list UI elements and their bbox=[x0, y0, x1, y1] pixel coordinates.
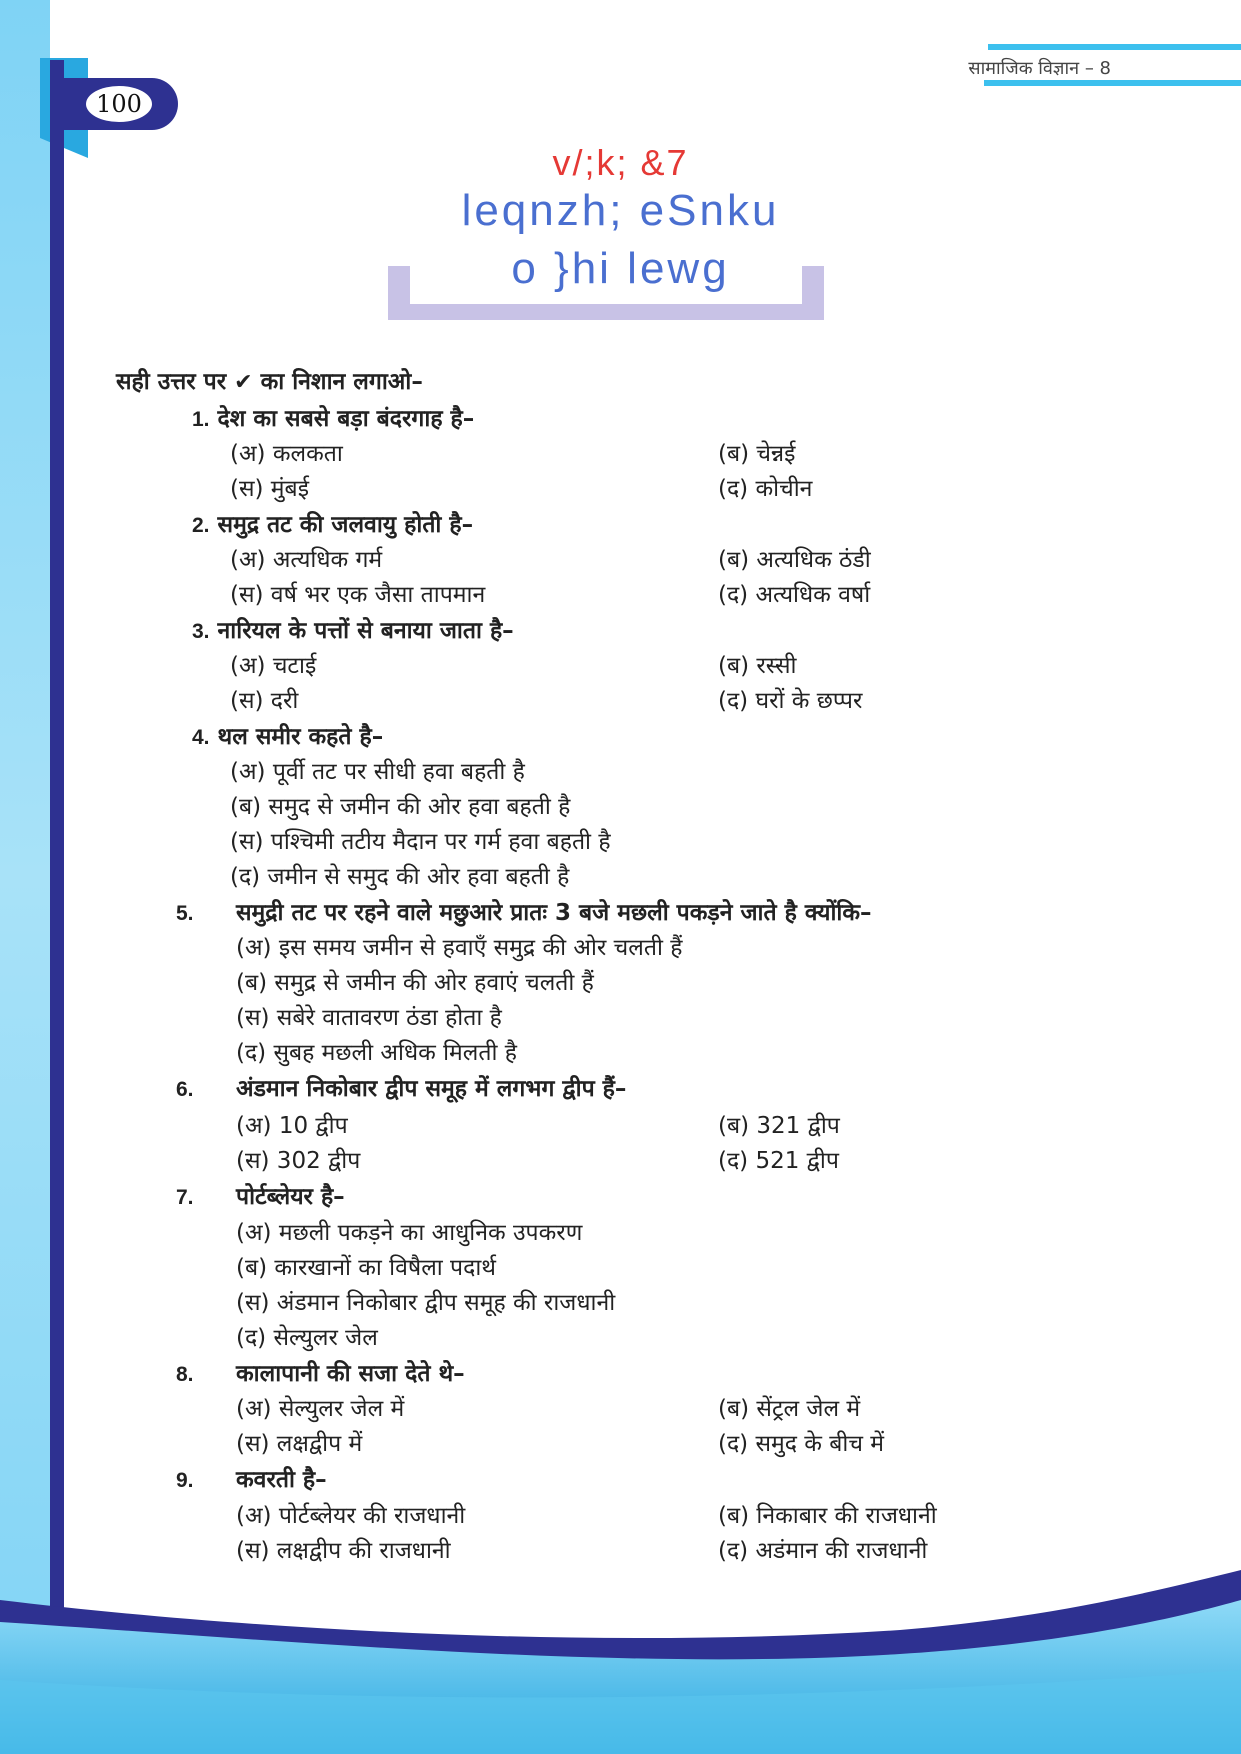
option-a: (अ) चटाई bbox=[230, 653, 317, 679]
question-number: 4. bbox=[192, 726, 210, 749]
question-number: 7. bbox=[176, 1186, 194, 1209]
option-c: (स) लक्षद्वीप की राजधानी bbox=[236, 1538, 451, 1564]
instruction-text-before: सही उत्तर पर bbox=[116, 369, 227, 395]
question-2 bbox=[192, 510, 473, 541]
question-text: पोर्टब्लेयर है– bbox=[236, 1184, 345, 1210]
running-header: सामाजिक विज्ञान – 8 bbox=[968, 58, 1111, 79]
instruction bbox=[116, 367, 423, 398]
option-b: (ब) सेंट्रल जेल में bbox=[718, 1396, 861, 1422]
option-c: (स) 302 द्वीप bbox=[236, 1148, 361, 1174]
question-1 bbox=[192, 404, 474, 435]
option-b: (ब) समुद्र से जमीन की ओर हवाएं चलती हैं bbox=[236, 970, 594, 996]
option-c: (स) सबेरे वातावरण ठंडा होता है bbox=[236, 1005, 502, 1031]
chapter-title-line1: leqnzh; eSnku bbox=[461, 186, 780, 235]
option-a: (अ) पूर्वी तट पर सीधी हवा बहती है bbox=[230, 759, 525, 785]
question-number: 9. bbox=[176, 1469, 194, 1492]
question-6 bbox=[176, 1074, 626, 1105]
question-text: देश का सबसे बड़ा बंदरगाह है– bbox=[217, 406, 475, 432]
option-d: (द) 521 द्वीप bbox=[718, 1148, 839, 1174]
left-margin-rule bbox=[50, 60, 64, 1620]
option-a: (अ) सेल्युलर जेल में bbox=[236, 1396, 405, 1422]
question-number: 5. bbox=[176, 902, 194, 925]
question-text: नारियल के पत्तों से बनाया जाता है– bbox=[217, 618, 514, 644]
option-b: (ब) कारखानों का विषैला पदार्थ bbox=[236, 1255, 496, 1281]
option-b: (ब) रस्सी bbox=[718, 653, 797, 679]
question-text: थल समीर कहते है– bbox=[217, 724, 384, 750]
option-b: (ब) निकाबार की राजधानी bbox=[718, 1503, 937, 1529]
option-c: (स) लक्षद्वीप में bbox=[236, 1431, 363, 1457]
question-number: 6. bbox=[176, 1078, 194, 1101]
question-8 bbox=[176, 1359, 465, 1390]
question-number: 8. bbox=[176, 1363, 194, 1386]
question-text: समुद्र तट की जलवायु होती है– bbox=[217, 512, 474, 538]
question-number: 2. bbox=[192, 514, 210, 537]
option-a: (अ) अत्यधिक गर्म bbox=[230, 547, 383, 573]
question-4 bbox=[192, 722, 383, 753]
question-3 bbox=[192, 616, 514, 647]
question-7 bbox=[176, 1182, 345, 1213]
page-number: 100 bbox=[86, 86, 152, 122]
option-a: (अ) 10 द्वीप bbox=[236, 1113, 348, 1139]
option-a: (अ) कलकता bbox=[230, 441, 343, 467]
option-b: (ब) चेन्नई bbox=[718, 441, 796, 467]
option-d: (द) अडंमान की राजधानी bbox=[718, 1538, 928, 1564]
option-a: (अ) इस समय जमीन से हवाएँ समुद्र की ओर चलती हैं bbox=[236, 935, 683, 961]
option-d: (द) घरों के छप्पर bbox=[718, 688, 863, 714]
option-c: (स) दरी bbox=[230, 688, 299, 714]
question-number: 3. bbox=[192, 620, 210, 643]
option-b: (ब) समुद से जमीन की ओर हवा बहती है bbox=[230, 794, 571, 820]
question-9 bbox=[176, 1465, 327, 1496]
question-text: कवरती है– bbox=[236, 1467, 327, 1493]
check-mark-icon: ✔ bbox=[234, 370, 253, 395]
question-number: 1. bbox=[192, 408, 210, 431]
option-b: (ब) अत्यधिक ठंडी bbox=[718, 547, 871, 573]
question-5 bbox=[176, 898, 872, 929]
option-a: (अ) पोर्टब्लेयर की राजधानी bbox=[236, 1503, 466, 1529]
question-text: समुद्री तट पर रहने वाले मछुआरे प्रातः 3 बजे मछली पकड़ने जाते है क्योंकि– bbox=[236, 900, 872, 926]
option-c: (स) मुंबई bbox=[230, 476, 309, 502]
instruction-text-after: का निशान लगाओ– bbox=[260, 369, 423, 395]
option-d: (द) अत्यधिक वर्षा bbox=[718, 582, 871, 608]
option-c: (स) पश्चिमी तटीय मैदान पर गर्म हवा बहती है bbox=[230, 829, 611, 855]
question-text: कालापानी की सजा देते थे– bbox=[236, 1361, 465, 1387]
option-d: (द) जमीन से समुद की ओर हवा बहती है bbox=[230, 864, 570, 890]
option-d: (द) सुबह मछली अधिक मिलती है bbox=[236, 1040, 517, 1066]
option-c: (स) वर्ष भर एक जैसा तापमान bbox=[230, 582, 486, 608]
option-d: (द) समुद के बीच में bbox=[718, 1431, 885, 1457]
header-rule-bottom bbox=[984, 80, 1241, 86]
option-b: (ब) 321 द्वीप bbox=[718, 1113, 840, 1139]
option-d: (द) कोचीन bbox=[718, 476, 813, 502]
bottom-wave-decoration bbox=[0, 1560, 1241, 1754]
chapter-label: v/;k; &7 bbox=[552, 142, 689, 183]
question-text: अंडमान निकोबार द्वीप समूह में लगभग द्वीप हैं– bbox=[236, 1076, 627, 1102]
option-d: (द) सेल्युलर जेल bbox=[236, 1325, 378, 1351]
chapter-title-line2: o }hi lewg bbox=[511, 244, 730, 293]
option-a: (अ) मछली पकड़ने का आधुनिक उपकरण bbox=[236, 1220, 583, 1246]
header-rule-top bbox=[988, 44, 1241, 50]
option-c: (स) अंडमान निकोबार द्वीप समूह की राजधानी bbox=[236, 1290, 616, 1316]
